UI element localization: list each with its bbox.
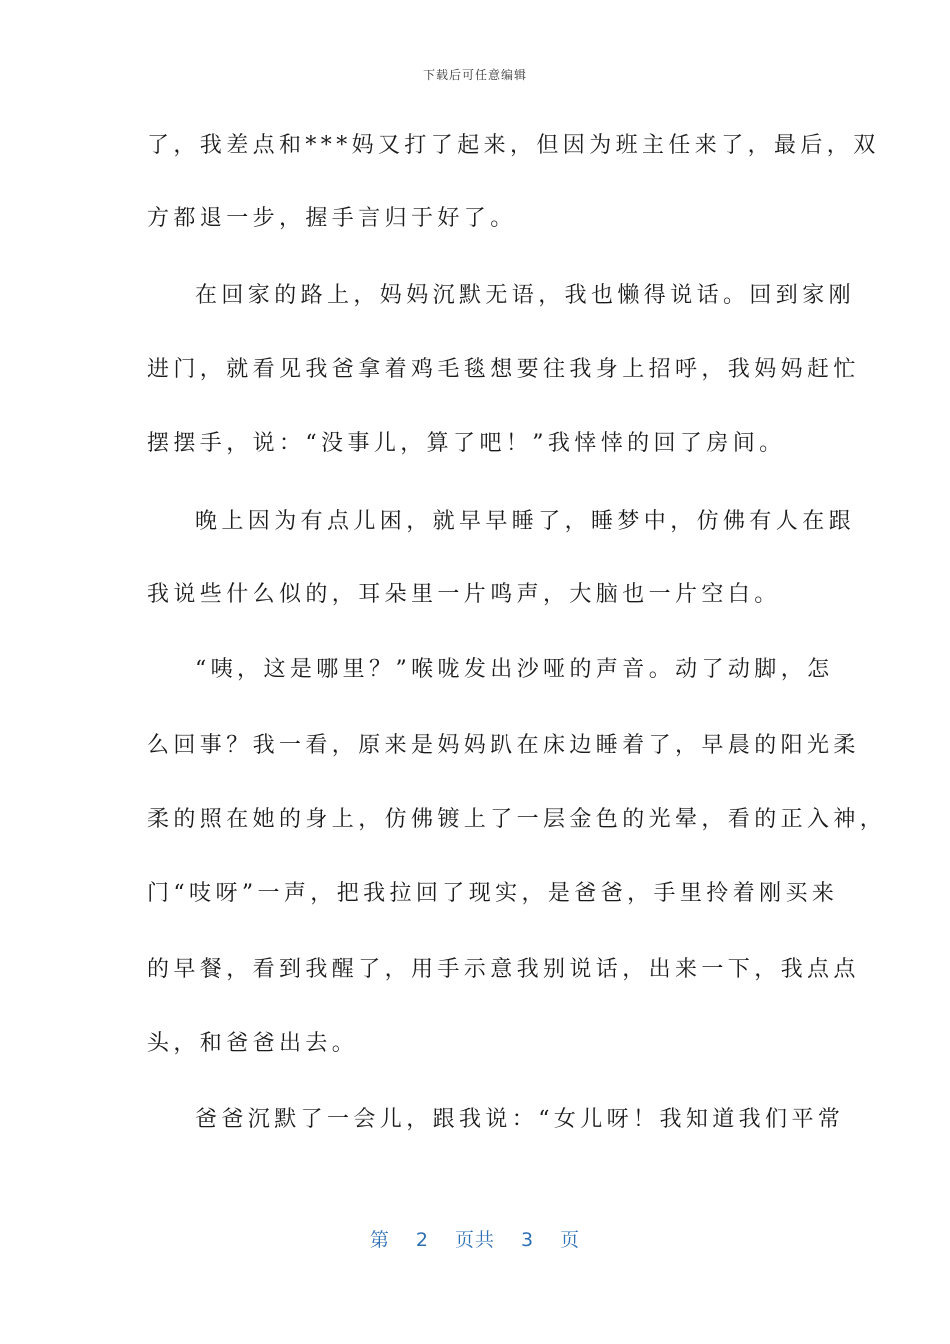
paragraph-first-line: “咦，这是哪里？”喉咙发出沙哑的声音。动了动脚，怎 bbox=[195, 657, 834, 682]
footer-suffix: 页 bbox=[560, 1229, 581, 1251]
paragraph-first-line: 晚上因为有点儿困，就早早睡了，睡梦中，仿佛有人在跟 bbox=[195, 509, 856, 534]
footer-middle: 页共 bbox=[454, 1229, 495, 1251]
paragraph-first-line: 在回家的路上，妈妈沉默无语，我也懒得说话。回到家刚 bbox=[195, 283, 856, 308]
header-note: 下载后可任意编辑 bbox=[422, 68, 527, 82]
paragraph-first-line: 爸爸沉默了一会儿，跟我说：“女儿呀！我知道我们平常 bbox=[195, 1107, 845, 1132]
footer-page-number: 2 bbox=[415, 1229, 429, 1251]
body-line: 了，我差点和***妈又打了起来，但因为班主任来了，最后，双 bbox=[147, 133, 880, 158]
page-footer bbox=[0, 1225, 950, 1252]
body-line: 我说些什么似的，耳朵里一片鸣声，大脑也一片空白。 bbox=[147, 582, 781, 607]
body-line: 头，和爸爸出去。 bbox=[147, 1031, 359, 1056]
body-line: 门“吱呀”一声，把我拉回了现实，是爸爸，手里拎着刚买来 bbox=[147, 881, 839, 906]
body-line: 柔的照在她的身上，仿佛镀上了一层金色的光晕，看的正入神， bbox=[147, 807, 887, 832]
body-line: 方都退一步，握手言归于好了。 bbox=[147, 206, 517, 231]
body-line: 进门，就看见我爸拿着鸡毛毯想要往我身上招呼，我妈妈赶忙 bbox=[147, 357, 860, 382]
body-line: 摆摆手，说：“没事儿，算了吧！”我悻悻的回了房间。 bbox=[147, 431, 786, 456]
footer-prefix: 第 bbox=[369, 1229, 390, 1251]
footer-total-pages: 3 bbox=[521, 1229, 535, 1251]
body-line: 的早餐，看到我醒了，用手示意我别说话，出来一下，我点点 bbox=[147, 957, 860, 982]
body-line: 么回事？我一看，原来是妈妈趴在床边睡着了，早晨的阳光柔 bbox=[147, 733, 860, 758]
